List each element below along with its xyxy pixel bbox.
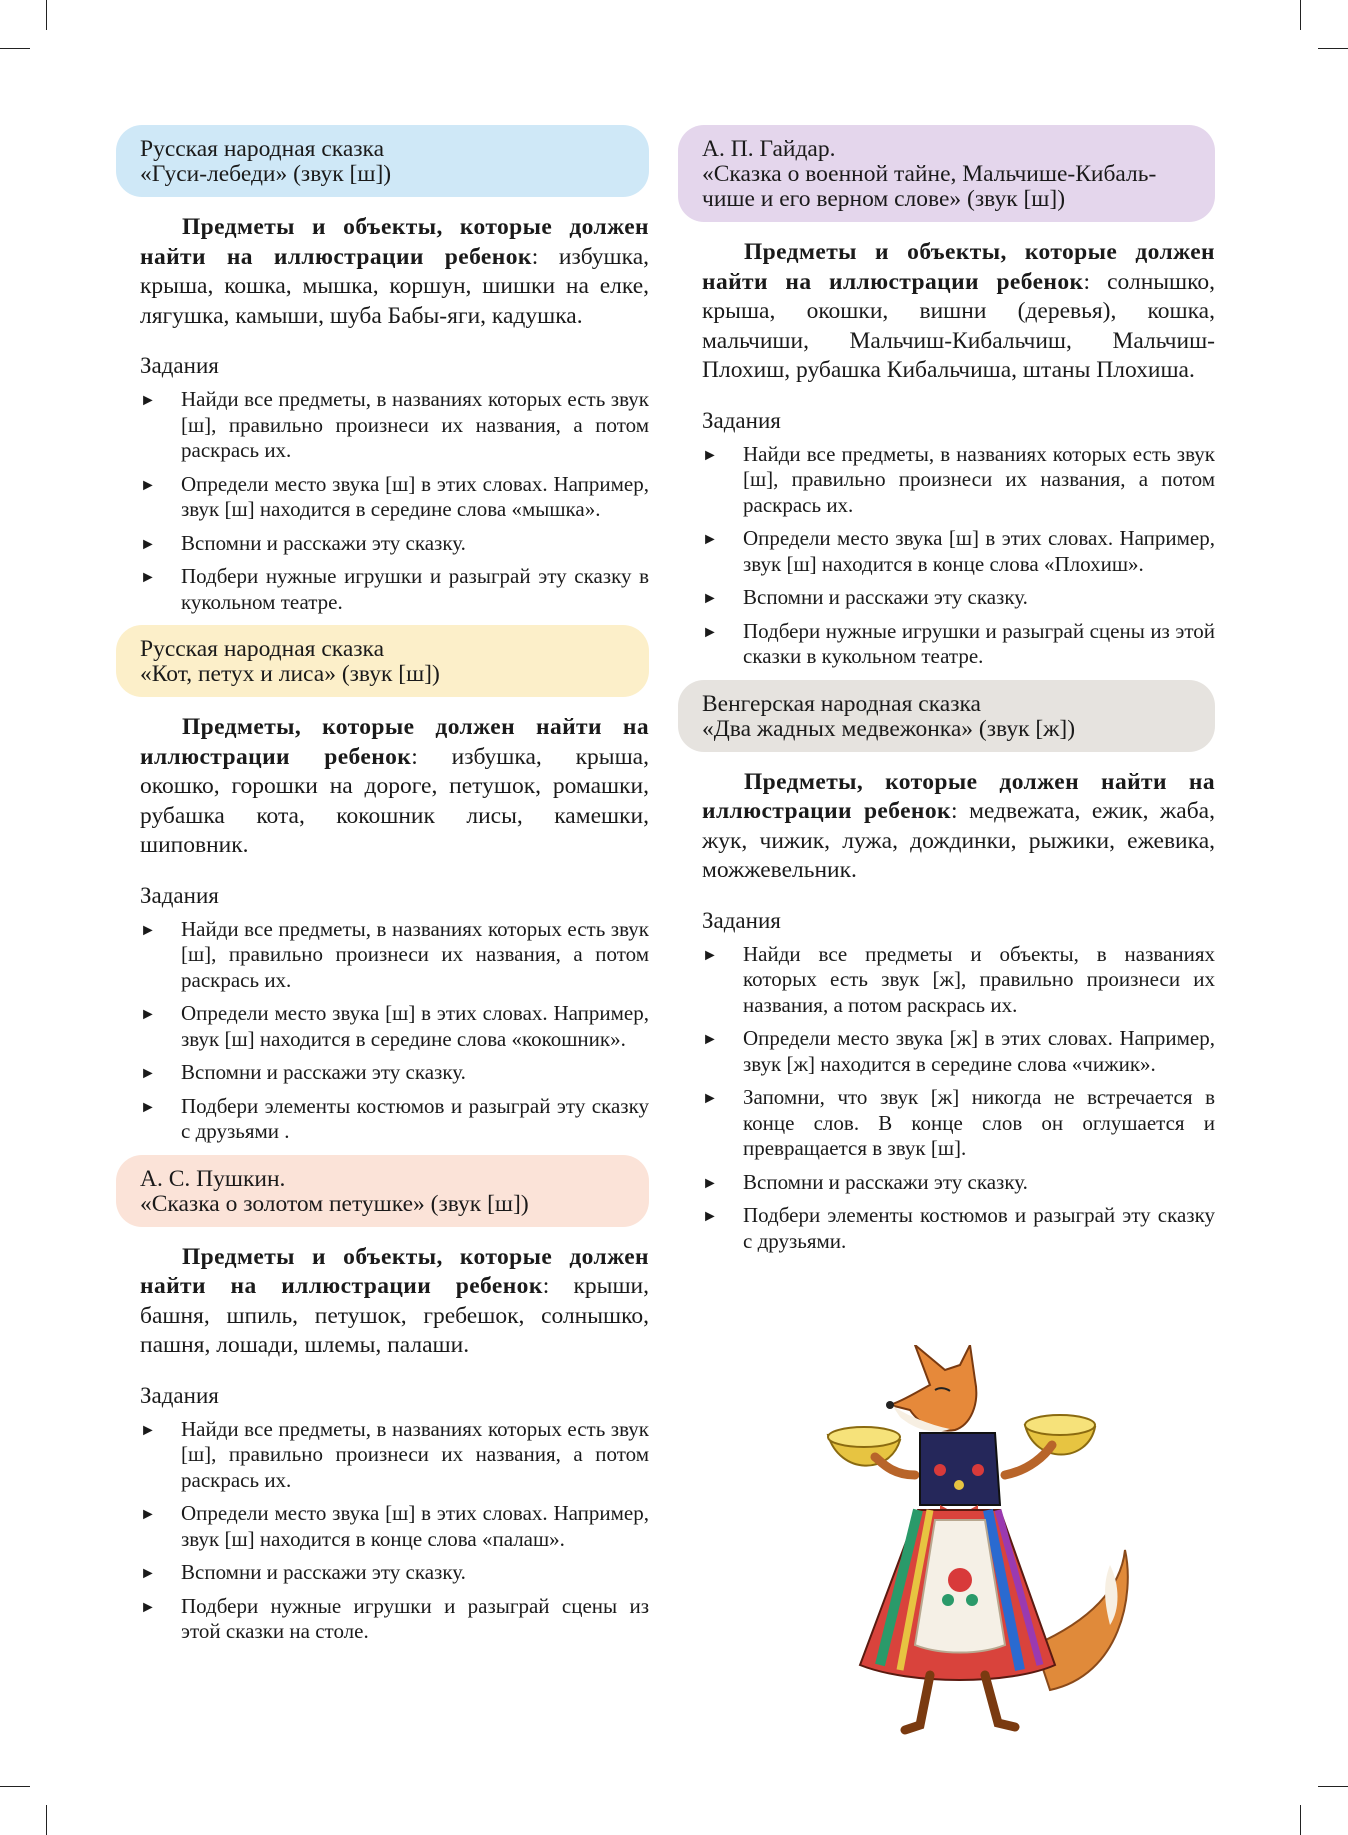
bullet-icon: ► bbox=[140, 1598, 156, 1616]
task-text: Найди все предметы, в названиях которых есть звук [ш], правильно произнеси их названия, а потом раскрась их. bbox=[181, 1416, 649, 1492]
tale-heading bbox=[678, 125, 1215, 222]
bullet-icon: ► bbox=[140, 921, 156, 939]
tale-heading-line: чише и его верном слове» (звук [ш]) bbox=[702, 186, 1066, 212]
tale-block bbox=[116, 125, 649, 615]
tasks-list bbox=[116, 917, 649, 1145]
fox-bodice bbox=[920, 1433, 1000, 1505]
objects-lead: Предметы и объекты, которые должен найти на иллюстрации ребенок bbox=[140, 1243, 649, 1299]
crop-mark bbox=[46, 0, 47, 30]
bullet-icon: ► bbox=[140, 476, 156, 494]
tale-heading bbox=[116, 125, 649, 197]
objects-paragraph bbox=[140, 213, 649, 331]
task-item bbox=[140, 1501, 649, 1552]
task-text: Найди все предметы, в названиях которых есть звук [ш], правильно произнеси их названия, а потом раскрась их. bbox=[743, 441, 1215, 517]
objects-list: : солнышко, крыша, окошки, вишни (деревья), кошка, мальчиши, Мальчиш-Кибальчиш, Мальчиш-Плохиш, рубашка Кибальчиша, штаны Плохиша. bbox=[702, 268, 1216, 383]
crop-mark bbox=[1318, 48, 1348, 49]
bullet-icon: ► bbox=[702, 946, 718, 964]
tale-block bbox=[116, 625, 649, 1145]
task-item bbox=[702, 942, 1215, 1019]
bullet-icon: ► bbox=[702, 1174, 718, 1192]
objects-lead: Предметы, которые должен найти на иллюстрации ребенок bbox=[140, 714, 649, 770]
task-item bbox=[702, 619, 1215, 670]
bullet-icon: ► bbox=[140, 535, 156, 553]
tasks-list bbox=[678, 442, 1215, 670]
task-text: Вспомни и расскажи эту сказку. bbox=[743, 585, 1028, 609]
objects-lead: Предметы и объекты, которые должен найти на иллюстрации ребенок bbox=[702, 239, 1215, 295]
tasks-list bbox=[116, 387, 649, 615]
fox-illustration bbox=[820, 1345, 1140, 1735]
task-item bbox=[702, 526, 1215, 577]
tale-heading-line: «Два жадных медвежонка» (звук [ж]) bbox=[702, 715, 1076, 742]
objects-list: : избушка, крыша, кошка, мышка, коршун, шишки на елке, лягушка, камыши, шуба Бабы-яги, кадушка. bbox=[140, 243, 649, 329]
tale-heading-line: «Сказка о золотом петушке» (звук [ш]) bbox=[140, 1190, 529, 1217]
bullet-icon: ► bbox=[140, 1565, 156, 1582]
bullet-icon: ► bbox=[140, 1506, 156, 1523]
bullet-icon: ► bbox=[140, 392, 156, 409]
task-item bbox=[140, 472, 649, 523]
bullet-icon: ► bbox=[140, 569, 156, 586]
tale-heading-line: «Кот, петух и лиса» (звук [ш]) bbox=[140, 661, 440, 687]
task-text: Вспомни и расскажи эту сказку. bbox=[181, 530, 466, 555]
tasks-heading: Задания bbox=[140, 353, 219, 378]
left-column bbox=[116, 125, 649, 1655]
tale-heading-line: Русская народная сказка bbox=[140, 136, 385, 162]
objects-paragraph bbox=[140, 1243, 649, 1361]
crop-mark bbox=[0, 1786, 30, 1787]
fox-tail bbox=[1035, 1550, 1128, 1690]
task-text: Подбери элементы костюмов и разыграй эту сказку с друзьями. bbox=[743, 1203, 1215, 1253]
tale-heading-line: «Сказка о военной тайне, Мальчише-Кибаль- bbox=[702, 161, 1157, 187]
tale-block bbox=[678, 125, 1215, 670]
crop-mark bbox=[1300, 0, 1301, 30]
task-item bbox=[140, 1001, 649, 1052]
task-item bbox=[140, 1594, 649, 1645]
tale-heading-line: Русская народная сказка bbox=[140, 636, 385, 662]
objects-list: : крыши, башня, шпиль, петушок, гребешок, солнышко, пашня, лошади, шлемы, палаши. bbox=[140, 1273, 649, 1358]
objects-paragraph bbox=[140, 713, 649, 861]
task-item bbox=[702, 1026, 1215, 1077]
tasks-heading: Задания bbox=[702, 907, 781, 933]
task-item bbox=[702, 442, 1215, 519]
crop-mark bbox=[0, 48, 30, 49]
tale-heading bbox=[116, 1155, 649, 1227]
objects-paragraph bbox=[702, 768, 1215, 886]
tale-heading-line: А. С. Пушкин. bbox=[140, 1165, 286, 1192]
task-item bbox=[702, 585, 1215, 611]
task-text: Подбери нужные игрушки и разыграй сцены из этой сказки в кукольном театре. bbox=[743, 618, 1215, 668]
task-text: Найди все предметы, в названиях которых есть звук [ш], правильно произнеси их названия, а потом раскрась их. bbox=[181, 387, 649, 462]
task-item bbox=[140, 1060, 649, 1086]
tale-heading bbox=[678, 680, 1215, 752]
tale-heading bbox=[116, 625, 649, 697]
bullet-icon: ► bbox=[140, 1421, 156, 1439]
bullet-icon: ► bbox=[140, 1006, 156, 1023]
bullet-icon: ► bbox=[702, 590, 718, 607]
tasks-heading: Задания bbox=[140, 1382, 219, 1408]
task-item bbox=[140, 564, 649, 615]
objects-paragraph bbox=[702, 238, 1215, 386]
bullet-icon: ► bbox=[702, 1208, 718, 1225]
task-text: Определи место звука [ш] в этих словах. Например, звук [ш] находится в середине слова «кокошник». bbox=[181, 1001, 649, 1051]
tasks-list bbox=[678, 942, 1215, 1255]
task-text: Вспомни и расскажи эту сказку. bbox=[181, 1060, 466, 1084]
task-item bbox=[140, 917, 649, 994]
task-item bbox=[140, 531, 649, 557]
bullet-icon: ► bbox=[140, 1065, 156, 1082]
task-item bbox=[702, 1203, 1215, 1254]
bullet-icon: ► bbox=[702, 623, 718, 641]
objects-lead: Предметы и объекты, которые должен найти на иллюстрации ребенок bbox=[140, 214, 649, 270]
objects-list: : избушка, крыша, окошко, горошки на дороге, петушок, ромашки, рубашка кота, кокошник лисы, камешки, шиповник. bbox=[140, 743, 649, 858]
task-text: Найди все предметы, в названиях которых есть звук [ш], правильно произнеси их названия, а потом раскрась их. bbox=[181, 916, 649, 992]
right-column bbox=[678, 125, 1215, 1264]
bullet-icon: ► bbox=[702, 1090, 718, 1107]
task-item bbox=[140, 387, 649, 464]
task-item bbox=[702, 1170, 1215, 1196]
tale-heading-line: «Гуси-лебеди» (звук [ш]) bbox=[140, 161, 392, 187]
task-text: Определи место звука [ш] в этих словах. Например, звук [ш] находится в конце слова «Плохиш». bbox=[743, 526, 1215, 576]
objects-list: : медвежата, ежик, жаба, жук, чижик, лужа, дождинки, рыжики, ежевика, можжевельник. bbox=[702, 798, 1215, 883]
bullet-icon: ► bbox=[702, 531, 718, 548]
bullet-icon: ► bbox=[702, 1031, 718, 1048]
crop-mark bbox=[1318, 1786, 1348, 1787]
tasks-heading: Задания bbox=[702, 407, 781, 433]
task-text: Определи место звука [ш] в этих словах. Например, звук [ш] находится в середине слова «мышка». bbox=[181, 471, 649, 521]
task-item bbox=[702, 1085, 1215, 1162]
bullet-icon: ► bbox=[702, 446, 718, 464]
bullet-icon: ► bbox=[140, 1098, 156, 1116]
tale-heading-line: А. П. Гайдар. bbox=[702, 136, 836, 162]
tale-block bbox=[116, 1155, 649, 1645]
task-item bbox=[140, 1417, 649, 1494]
task-item bbox=[140, 1094, 649, 1145]
task-text: Определи место звука [ш] в этих словах. Например, звук [ш] находится в конце слова «палаш». bbox=[181, 1501, 649, 1551]
task-text: Подбери нужные игрушки и разыграй эту сказку в кукольном театре. bbox=[181, 564, 649, 614]
task-text: Подбери нужные игрушки и разыграй сцены из этой сказки на столе. bbox=[181, 1593, 649, 1643]
objects-lead: Предметы, которые должен найти на иллюстрации ребенок bbox=[702, 768, 1215, 824]
task-text: Запомни, что звук [ж] никогда не встречается в конце слов. В конце слов он оглушается и превращается в звук [ш]. bbox=[743, 1085, 1215, 1160]
task-text: Вспомни и расскажи эту сказку. bbox=[181, 1560, 466, 1584]
tasks-heading: Задания bbox=[140, 882, 219, 908]
tale-block bbox=[678, 680, 1215, 1255]
task-text: Подбери элементы костюмов и разыграй эту сказку с друзьями . bbox=[181, 1093, 649, 1143]
tasks-list bbox=[116, 1417, 649, 1645]
task-text: Найди все предметы и объекты, в названиях которых есть звук [ж], правильно произнеси их названия, а потом раскрась их. bbox=[743, 941, 1215, 1017]
crop-mark bbox=[46, 1805, 47, 1835]
tale-heading-line: Венгерская народная сказка bbox=[702, 690, 981, 717]
task-text: Определи место звука [ж] в этих словах. Например, звук [ж] находится в середине слова «чижик». bbox=[743, 1026, 1215, 1076]
task-text: Вспомни и расскажи эту сказку. bbox=[743, 1169, 1028, 1194]
task-item bbox=[140, 1560, 649, 1586]
crop-mark bbox=[1300, 1805, 1301, 1835]
